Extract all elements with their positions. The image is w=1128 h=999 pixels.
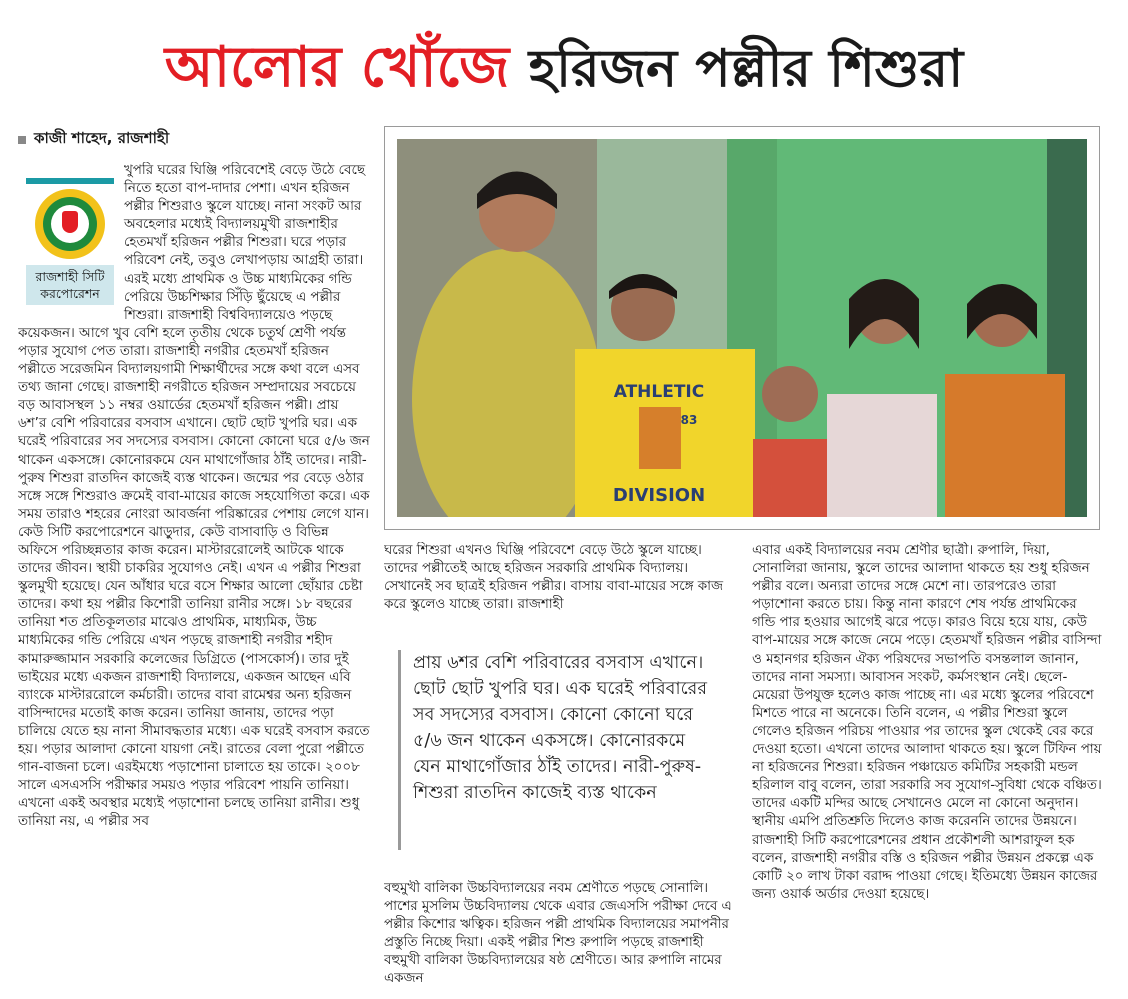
article-column-2-top — [384, 542, 736, 616]
children-photo-drawing — [397, 139, 1087, 517]
column-3-text: এবার একই বিদ্যালয়ের নবম শ্রেণীর ছাত্রী। রুপালি, দিয়া, সোনালিরা জানায়, স্কুলে তাদের আলাদা থাকতে হয় শুধু হরিজন পল্লীর বলে। অন্যরা তাদের সঙ্গে মেশে না। তারপরেও তারা পড়াশোনা করতে চায়। কিন্তু নানা কারণে শেষ পর্যন্ত প্রাথমিকের গন্ডি পার হওয়ার আগেই ঝরে পড়ে। কারও বিয়ে হয়ে যায়, কেউ বাপ-মায়ের সঙ্গে কাজে নেমে পড়ে। হেতমখাঁ হরিজন পল্লীর বাসিন্দা ও মহানগর হরিজন ঐক্য পরিষদের সভাপতি বসন্তলাল জানান, তাদের নানা সমস্যা। আবাসন সংকট, কর্মসংস্থান নেই। ছেলে-মেয়েরা উপযুক্ত হলেও কাজ পাচ্ছে না। এর মধ্যে স্কুলের পরিবেশে মিশতে পারে না অনেকে। তিনি বলেন, এ পল্লীর শিশুরা স্কুলে গেলেও হরিজন পরিচয় পাওয়ার পর তাদের স্কুল থেকেই বের করে দেওয়া হতো। এখনো তাদের আলাদা থাকতে হয়। স্কুলে টিফিন পায় না হরিজনের শিশুরা। হরিজন পঞ্চায়েত কমিটির সহকারী মন্ডল হরিলাল বাবু বলেন, তারা সরকারি সব সুযোগ-সুবিধা থেকে বঞ্চিত। তাদের একটি মন্দির আছে সেখানেও মেলে না কোনো অনুদান। স্থানীয় এমপি প্রতিশ্রুতি দিলেও কাজ করেননি তাদের উন্নয়নে। রাজশাহী সিটি করপোরেশনের প্রধান প্রকৌশলী আশরাফুল হক বলেন, রাজশাহী নগরীর বস্তি ও হরিজন পল্লীর উন্নয়ন প্রকল্পে এক কোটি ২০ লাখ টাকা বরাদ্দ পাওয়া গেছে। ইতিমধ্যে উন্নয়ন কাজের জন্য ওয়ার্ক অর্ডার দেওয়া হয়েছে। — [752, 543, 1102, 902]
logo-caption-line1: রাজশাহী সিটি — [35, 269, 105, 284]
headline-red: আলোর খোঁজে — [164, 35, 510, 100]
shirt-text-1: ATHLETIC — [613, 382, 705, 402]
column-2-top-text: ঘরের শিশুরা এখনও ঘিঞ্জি পরিবেশে বেড়ে উঠে স্কুলে যাচ্ছে। তাদের পল্লীতেই আছে হরিজন সরকারি প্রাথমিক বিদ্যালয়। সেখানেই সব ছাত্রই হরিজন পল্লীর। বাসায় বাবা-মায়ের সঙ্গে কাজ করে স্কুলেও যাচ্ছে তারা। রাজশাহী — [384, 543, 723, 613]
shirt-text-2: 83 — [680, 413, 698, 427]
logo-caption-line2: করপোরেশন — [40, 286, 100, 301]
byline-author: কাজী শাহেদ, রাজশাহী — [34, 129, 170, 147]
byline — [18, 127, 169, 152]
photo-frame — [384, 126, 1100, 530]
column-2-bottom-text: বহুমুখী বালিকা উচ্চবিদ্যালয়ের নবম শ্রেণীতে পড়ছে সোনালি। পাশের মুসলিম উচ্চবিদ্যালয় থেকে এবার জেএসসি পরীক্ষা দেবে এ পল্লীর কিশোর ঋত্বিক। হরিজন পল্লী প্রাথমিক বিদ্যালয়ের সমাপনীর প্রস্তুতি নিচ্ছে দিয়া। একই পল্লীর শিশু রুপালি পড়ছে রাজশাহী বহুমুখী বালিকা উচ্চবিদ্যালয়ের ষষ্ঠ শ্রেণীতে। আর রুপালি নামের একজন — [384, 881, 732, 987]
headline-black: হরিজন পল্লীর শিশুরা — [528, 39, 964, 99]
children-photo — [397, 139, 1087, 517]
article-column-2-bottom — [384, 880, 736, 995]
logo-caption — [26, 265, 114, 305]
headline — [0, 22, 1128, 114]
article-column-1 — [18, 162, 370, 992]
rajshahi-city-corporation-logo-icon — [35, 189, 105, 259]
pull-quote-text: প্রায় ৬শর বেশি পরিবারের বসবাস এখানে। ছোট ছোট খুপরি ঘর। এক ঘরেই পরিবারের সব সদস্যের বসবাস। কোনো কোনো ঘরে ৫/৬ জন থাকেন একসঙ্গে। কোনোরকমে যেন মাথাগোঁজার ঠাঁই তাদের। নারী-পুরুষ-শিশুরা রাতদিন কাজেই ব্যস্ত থাকেন — [413, 653, 708, 803]
article-column-3 — [752, 542, 1104, 997]
logo-accent-bar — [26, 178, 114, 184]
byline-square-icon — [18, 136, 26, 144]
pull-quote — [398, 650, 718, 850]
rcc-logo-box — [26, 178, 114, 305]
shirt-text-3: DIVISION — [612, 485, 706, 506]
column-1-text: খুপরি ঘরের ঘিঞ্জি পরিবেশেই বেড়ে উঠে বেছে নিতে হতো বাপ-দাদার পেশা। এখন হরিজন পল্লীর শিশুরাও স্কুলে যাচ্ছে। নানা সংকট আর অবহেলার মধ্যেই বিদ্যালয়মুখী রাজশাহীর হেতমখাঁ হরিজন পল্লীর শিশুরা। ঘরে পড়ার পরিবেশ নেই, তবুও লেখাপড়ায় আগ্রহী তারা। এরই মধ্যে প্রাথমিক ও উচ্চ মাধ্যমিকের গন্ডি পেরিয়ে উচ্চশিক্ষার সিঁড়ি ছুঁয়েছে এ পল্লীর শিশুরা। রাজশাহী বিশ্ববিদ্যালয়েও পড়ছে কয়েকজন। আগে খুব বেশি হলে তৃতীয় থেকে চতুর্থ শ্রেণী পর্যন্ত পড়ার সুযোগ পেত তারা। রাজশাহী নগরীর হেতমখাঁ হরিজন পল্লীতে সরেজমিন বিদ্যালয়গামী শিক্ষার্থীদের সঙ্গে কথা বলে এসব তথ্য জানা গেছে। রাজশাহী নগরীতে হরিজন সম্প্রদায়ের সবচেয়ে বড় আবাসস্থল ১১ নম্বর ওয়ার্ডের হেতমখাঁ হরিজন পল্লী। প্রায় ৬শ’র বেশি পরিবারের বসবাস এখানে। ছোট ছোট খুপরি ঘর। এক ঘরেই পরিবারের সব সদস্যের বসবাস। কোনো কোনো ঘরে ৫/৬ জন থাকেন একসঙ্গে। কোনোরকমে যেন মাথাগোঁজার ঠাঁই তাদের। নারী-পুরুষ শিশুরা রাতদিন কাজেই ব্যস্ত থাকেন। জন্মের পর বেড়ে ওঠার সঙ্গে সঙ্গে শিশুরাও ক্রমেই বাবা-মায়ের কাজে সহযোগিতা করে। এক সময় তারাও শহরের নোংরা আবর্জনা পরিষ্কারের পেশায় লেগে যান। কেউ সিটি করপোরেশনে ঝাড়ুদার, কেউ বাসাবাড়ি ও বিভিন্ন অফিসে পরিচ্ছন্নতার কাজ করেন। মাস্টাররোলেই আটকে থাকে তাদের জীবন। স্থায়ী চাকরির সুযোগও নেই। এখন এ পল্লীর শিশুরা স্কুলমুখী হয়েছে। যেন আঁধার ঘরে বসে শিক্ষার আলো ছোঁয়ার চেষ্টা তাদের। কথা হয় পল্লীর কিশোরী তানিয়া রানীর সঙ্গে। ১৮ বছরের তানিয়া শত প্রতিকূলতার মাঝেও প্রাথমিক, মাধ্যমিক, উচ্চ মাধ্যমিকের গন্ডি পেরিয়ে এখন পড়ছে রাজশাহী নগরীর শহীদ কামারুজ্জামান সরকারি কলেজের ডিগ্রিতে (পাসকোর্স)। তার দুই ভাইয়ের মধ্যে একজন রাজশাহী বিদ্যালয়ে, একজন আছেন এবি ব্যাংকে মাস্টাররোলে কর্মচারী। তাদের বাবা রামেশ্বর অন্য হরিজন বাসিন্দাদের মতোই কাজ করেন। তানিয়া জানায়, তাদের পড়া চালিয়ে যেতে হয় নানা সীমাবদ্ধতার মধ্যে। এক ঘরেই বসবাস করতে হয়। পড়ার আলাদা কোনো যায়গা নেই। রাতের বেলা পুরো পল্লীতে গান-বাজনা চলে। এরইমধ্যে পড়াশোনা চালাতে হয় তাকে। ২০০৮ সালে এসএসসি পরীক্ষার সময়ও পড়ার পরিবেশ পায়নি তানিয়া। এখনো একই অবস্থার মধ্যেই পড়াশোনা চলছে তানিয়া রানীর। শুধু তানিয়া নয়, এ পল্লীর সব — [18, 163, 370, 830]
